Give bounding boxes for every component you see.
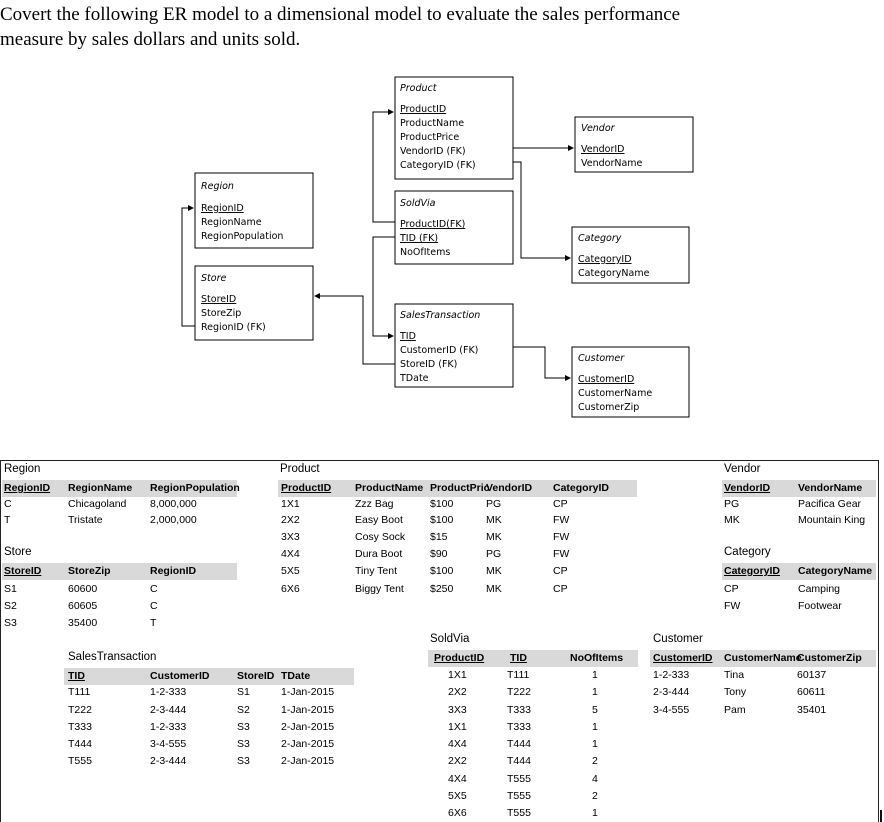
salestransaction-cell: S3 <box>237 738 250 750</box>
er-link-product-category <box>513 162 570 258</box>
salestransaction-cell: 2-Jan-2015 <box>281 721 335 733</box>
product-cell: 3X3 <box>281 531 300 543</box>
er-region-attr: RegionID <box>201 203 244 214</box>
soldvia-cell: 1X1 <box>448 669 467 681</box>
er-soldvia-title: SoldVia <box>400 198 436 209</box>
er-link-soldvia-salestransaction <box>373 237 395 336</box>
region-col-header: RegionPopulation <box>150 482 240 494</box>
salestransaction-col-header: TID <box>68 670 85 682</box>
product-cell: MK <box>486 583 502 595</box>
edge-mark <box>880 810 882 822</box>
customer-cell: Tina <box>724 669 745 681</box>
customer-col-header: CustomerName <box>724 652 802 664</box>
er-soldvia-attr: NoOfItems <box>400 247 451 258</box>
soldvia-col-header: ProductID <box>434 652 485 664</box>
region-cell: 2,000,000 <box>150 514 197 526</box>
salestransaction-col-header: StoreID <box>237 670 275 682</box>
product-col-header: CategoryID <box>553 482 610 494</box>
product-cell: CP <box>553 583 568 595</box>
product-cell: $90 <box>430 548 448 560</box>
store-col-header: RegionID <box>150 565 197 577</box>
product-cell: MK <box>486 514 502 526</box>
soldvia-cell: 1 <box>592 721 598 733</box>
product-cell: Cosy Sock <box>355 531 406 543</box>
salestransaction-cell: S3 <box>237 755 250 767</box>
soldvia-cell: T333 <box>507 704 531 716</box>
salestransaction-cell: S3 <box>237 721 250 733</box>
salestransaction-cell: S2 <box>237 704 250 716</box>
store-cell: S1 <box>4 583 17 595</box>
er-region-title: Region <box>201 181 234 192</box>
region-cell: 8,000,000 <box>150 498 197 510</box>
soldvia-cell: T111 <box>507 669 530 681</box>
customer-cell: 2-3-444 <box>653 686 690 698</box>
soldvia-cell: 2 <box>592 790 598 802</box>
soldvia-cell: 1 <box>592 686 598 698</box>
product-cell: $100 <box>430 498 454 510</box>
soldvia-cell: 4X4 <box>448 738 467 750</box>
er-customer-attr: CustomerZip <box>578 402 640 413</box>
product-cell: 4X4 <box>281 548 300 560</box>
store-cell: 60600 <box>68 583 98 595</box>
product-cell: Easy Boot <box>355 514 403 526</box>
vendor-table-title: Vendor <box>724 463 761 475</box>
er-salestransaction-title: SalesTransaction <box>400 310 481 321</box>
store-cell: 35400 <box>68 617 98 629</box>
region-cell: C <box>4 498 12 510</box>
product-cell: $250 <box>430 583 454 595</box>
product-cell: 5X5 <box>281 565 300 577</box>
product-cell: MK <box>486 565 502 577</box>
er-soldvia-attr: ProductID(FK) <box>400 219 466 230</box>
salestransaction-table-title: SalesTransaction <box>68 651 157 663</box>
product-cell: $100 <box>430 565 454 577</box>
vendor-col-header: VendorID <box>724 482 771 494</box>
customer-table-title: Customer <box>653 633 703 645</box>
customer-col-header: CustomerID <box>653 652 713 664</box>
soldvia-cell: 5 <box>592 704 598 716</box>
er-customer-attr: CustomerID <box>578 374 635 385</box>
product-cell: $100 <box>430 514 454 526</box>
salestransaction-cell: 1-Jan-2015 <box>281 704 335 716</box>
customer-cell: 60611 <box>797 686 826 698</box>
er-product-attr: ProductName <box>400 118 465 129</box>
soldvia-cell: 3X3 <box>448 704 467 716</box>
soldvia-cell: 2X2 <box>448 686 467 698</box>
product-cell: $15 <box>430 531 448 543</box>
er-vendor-attr: VendorName <box>581 158 643 169</box>
soldvia-col-header: TID <box>510 652 527 664</box>
product-col-header: VendorID <box>486 482 533 494</box>
soldvia-cell: 6X6 <box>448 807 467 819</box>
er-vendor-attr: VendorID <box>581 144 625 155</box>
store-cell: C <box>150 600 158 612</box>
category-cell: FW <box>724 600 741 612</box>
er-salestransaction-attr: TDate <box>400 373 429 384</box>
er-category-attr: CategoryID <box>578 254 632 265</box>
salestransaction-col-header: CustomerID <box>150 670 210 682</box>
er-soldvia-attr: TID (FK) <box>400 233 439 244</box>
product-col-header: ProductID <box>281 482 332 494</box>
er-product-attr: CategoryID (FK) <box>400 160 476 171</box>
soldvia-cell: 1 <box>592 738 598 750</box>
soldvia-cell: 5X5 <box>448 790 467 802</box>
soldvia-cell: 2X2 <box>448 755 467 767</box>
er-category-attr: CategoryName <box>578 268 650 279</box>
soldvia-cell: T444 <box>507 755 531 767</box>
soldvia-cell: T555 <box>507 790 531 802</box>
customer-col-header: CustomerZip <box>797 652 862 664</box>
salestransaction-cell: T111 <box>68 686 91 698</box>
salestransaction-cell: 2-Jan-2015 <box>281 738 335 750</box>
product-cell: 6X6 <box>281 583 300 595</box>
product-cell: PG <box>486 548 502 560</box>
soldvia-cell: T444 <box>507 738 531 750</box>
soldvia-cell: T555 <box>507 807 531 819</box>
product-col-header: ProductPric <box>430 482 490 494</box>
er-customer-title: Customer <box>578 353 625 364</box>
product-cell: Biggy Tent <box>355 583 404 595</box>
category-cell: Footwear <box>798 600 842 612</box>
soldvia-cell: 1X1 <box>448 721 467 733</box>
category-table-title: Category <box>724 546 771 558</box>
salestransaction-cell: 2-Jan-2015 <box>281 755 335 767</box>
store-col-header: StoreID <box>4 565 42 577</box>
product-col-header: ProductName <box>355 482 424 494</box>
region-cell: Chicagoland <box>68 498 127 510</box>
er-vendor-title: Vendor <box>581 123 615 134</box>
customer-cell: Pam <box>724 704 746 716</box>
er-product-attr: VendorID (FK) <box>400 146 466 157</box>
er-link-salestransaction-store <box>315 296 395 364</box>
er-link-soldvia-product <box>373 112 395 222</box>
salestransaction-cell: 1-2-333 <box>150 686 187 698</box>
salestransaction-cell: 1-2-333 <box>150 721 187 733</box>
customer-cell: Tony <box>724 686 747 698</box>
vendor-cell: Mountain King <box>798 514 866 526</box>
vendor-cell: Pacifica Gear <box>798 498 862 510</box>
er-customer-attr: CustomerName <box>578 388 653 399</box>
product-cell: CP <box>553 498 568 510</box>
product-cell: MK <box>486 531 502 543</box>
er-link-store-region <box>182 208 195 326</box>
region-cell: Tristate <box>68 514 103 526</box>
salestransaction-cell: 2-3-444 <box>150 704 187 716</box>
product-cell: 2X2 <box>281 514 300 526</box>
er-store-attr: RegionID (FK) <box>201 322 266 333</box>
er-product-attr: ProductPrice <box>400 132 460 143</box>
er-region-attr: RegionName <box>201 217 262 228</box>
vendor-cell: MK <box>724 514 740 526</box>
product-cell: FW <box>553 548 570 560</box>
category-col-header: CategoryID <box>724 565 781 577</box>
category-cell: Camping <box>798 583 841 595</box>
er-store-attr: StoreID <box>201 294 237 305</box>
region-cell: T <box>4 514 11 526</box>
salestransaction-cell: T555 <box>68 755 92 767</box>
er-store-attr: StoreZip <box>201 308 242 319</box>
salestransaction-cell: 3-4-555 <box>150 738 187 750</box>
soldvia-cell: T555 <box>507 773 531 785</box>
soldvia-cell: 4X4 <box>448 773 467 785</box>
store-cell: 60605 <box>68 600 98 612</box>
salestransaction-cell: S1 <box>237 686 250 698</box>
soldvia-cell: 2 <box>592 755 598 767</box>
product-table-title: Product <box>280 463 320 475</box>
soldvia-cell: 1 <box>592 669 598 681</box>
soldvia-table-title: SoldVia <box>430 633 470 645</box>
product-cell: Dura Boot <box>355 548 403 560</box>
product-cell: PG <box>486 498 502 510</box>
vendor-cell: PG <box>724 498 740 510</box>
er-link-salestransaction-customer <box>513 347 570 378</box>
er-store-title: Store <box>201 273 227 284</box>
product-cell: Zzz Bag <box>355 498 394 510</box>
store-cell: S2 <box>4 600 17 612</box>
store-table-title: Store <box>4 546 32 558</box>
er-salestransaction-attr: StoreID (FK) <box>400 359 458 370</box>
er-salestransaction-attr: TID <box>400 331 416 342</box>
store-cell: S3 <box>4 617 17 629</box>
region-table-title: Region <box>4 463 41 475</box>
customer-cell: 60137 <box>797 669 827 681</box>
category-cell: CP <box>724 583 739 595</box>
category-col-header: CategoryName <box>798 565 873 577</box>
product-cell: FW <box>553 514 570 526</box>
soldvia-cell: 4 <box>592 773 598 785</box>
question-line-1: Covert the following ER model to a dimensional model to evaluate the sales performance <box>0 4 681 25</box>
soldvia-col-header: NoOfItems <box>570 652 624 664</box>
customer-cell: 3-4-555 <box>653 704 690 716</box>
product-cell: Tiny Tent <box>355 565 398 577</box>
salestransaction-cell: 1-Jan-2015 <box>281 686 335 698</box>
product-cell: CP <box>553 565 568 577</box>
er-category-title: Category <box>578 233 622 244</box>
er-salestransaction-attr: CustomerID (FK) <box>400 345 479 356</box>
er-region-attr: RegionPopulation <box>201 231 284 242</box>
soldvia-cell: T333 <box>507 721 531 733</box>
salestransaction-col-header: TDate <box>281 670 311 682</box>
salestransaction-cell: T444 <box>68 738 92 750</box>
salestransaction-cell: T222 <box>68 704 92 716</box>
customer-cell: 1-2-333 <box>653 669 690 681</box>
salestransaction-cell: 2-3-444 <box>150 755 187 767</box>
soldvia-cell: T222 <box>507 686 531 698</box>
store-cell: T <box>150 617 157 629</box>
store-col-header: StoreZip <box>68 565 111 577</box>
region-col-header: RegionID <box>4 482 51 494</box>
er-product-attr: ProductID <box>400 104 447 115</box>
vendor-col-header: VendorName <box>798 482 863 494</box>
salestransaction-cell: T333 <box>68 721 92 733</box>
store-cell: C <box>150 583 158 595</box>
product-cell: FW <box>553 531 570 543</box>
question-line-2: measure by sales dollars and units sold. <box>0 29 301 50</box>
soldvia-cell: 1 <box>592 807 598 819</box>
customer-cell: 35401 <box>797 704 827 716</box>
er-product-title: Product <box>400 83 437 94</box>
product-cell: 1X1 <box>281 498 300 510</box>
region-col-header: RegionName <box>68 482 133 494</box>
